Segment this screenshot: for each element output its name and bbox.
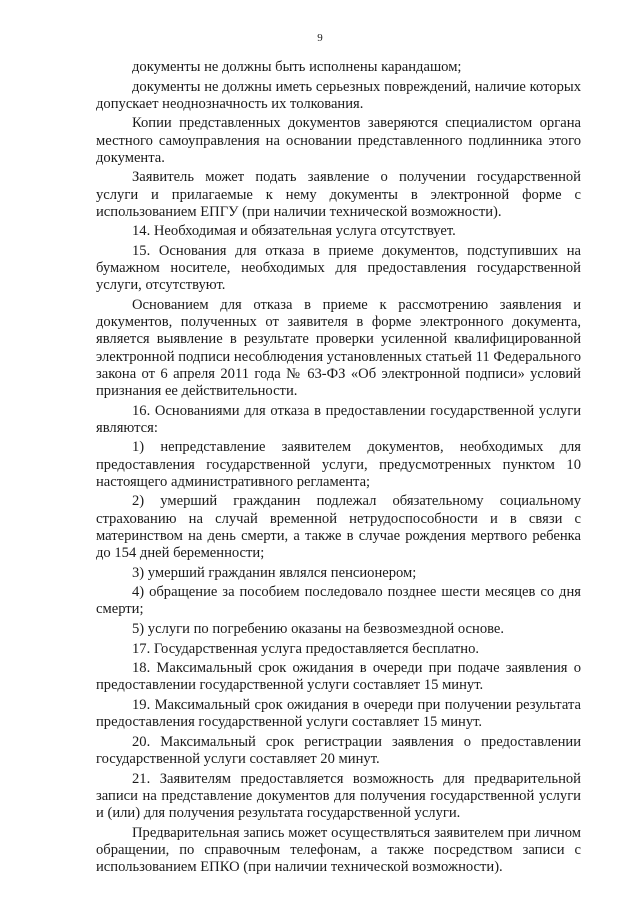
paragraph: 16. Основаниями для отказа в предоставлении государственной услуги являются: <box>96 402 581 436</box>
paragraph: 18. Максимальный срок ожидания в очереди при подаче заявления о предоставлении государственной услуги составляет 15 минут. <box>96 660 581 694</box>
paragraph: 14. Необходимая и обязательная услуга отсутствует. <box>132 223 456 240</box>
list-item: 1) непредставление заявителем документов, необходимых для предоставления государственной услуги, предусмотренных пунктом 10 настоящего административного регламента; <box>96 439 581 490</box>
paragraph: 21. Заявителям предоставляется возможность для предварительной записи на представление документов для получения государственной услуги и (или) для получения результата государственной услуги. <box>96 770 581 821</box>
list-item: 2) умерший гражданин подлежал обязательному социальному страхованию на случай временной нетрудоспособности и в связи с материнством на день смерти, а также в случае рождения мертвого ребенка до 154 дней беременности; <box>96 493 581 561</box>
paragraph: документы не должны быть исполнены карандашом; <box>132 59 462 75</box>
paragraph: 20. Максимальный срок регистрации заявления о предоставлении государственной услуги составляет 20 минут. <box>96 733 581 767</box>
paragraph: Предварительная запись может осуществляться заявителем при личном обращении, по справочным телефонам, а также посредством записи с использованием ЕПКО (при наличии технической возможности). <box>96 824 581 875</box>
paragraph: документы не должны иметь серьезных повреждений, наличие которых допускает неоднозначность их толкования. <box>96 78 581 112</box>
list-item: 5) услуги по погребению оказаны на безвозмездной основе. <box>132 620 505 637</box>
paragraph: Копии представленных документов заверяются специалистом органа местного самоуправления на основании представленного подлинника этого документа. <box>96 115 581 166</box>
paragraph: 15. Основания для отказа в приеме документов, подступивших на бумажном носителе, необходимых для предоставления государственной услуги, отсутствуют. <box>96 242 581 294</box>
page-number: 9 <box>317 32 323 44</box>
list-item: 4) обращение за пособием последовало позднее шести месяцев со дня смерти; <box>96 584 581 618</box>
paragraph: Заявитель может подать заявление о получении государственной услуги и прилагаемые к нему документы в электронной форме с использованием ЕПГУ (при наличии технической возможности). <box>96 169 581 220</box>
paragraph: Основанием для отказа в приеме к рассмотрению заявления и документов, полученных от заявителя в форме электронного документа, является выявление в результате проверки усиленной квалифицированной электронной подписи несоблюдения установленных статьей 11 Федерального закона от 6 апреля 2011 года № 63-ФЗ «Об электронной подписи» условий признания ее действительности. <box>96 296 581 399</box>
document-body <box>96 59 581 876</box>
paragraph: 19. Максимальный срок ожидания в очереди при получении результата предоставления государственной услуги составляет 15 минут. <box>96 696 581 731</box>
list-item: 3) умерший гражданин являлся пенсионером; <box>132 564 417 581</box>
paragraph: 17. Государственная услуга предоставляется бесплатно. <box>132 640 480 657</box>
